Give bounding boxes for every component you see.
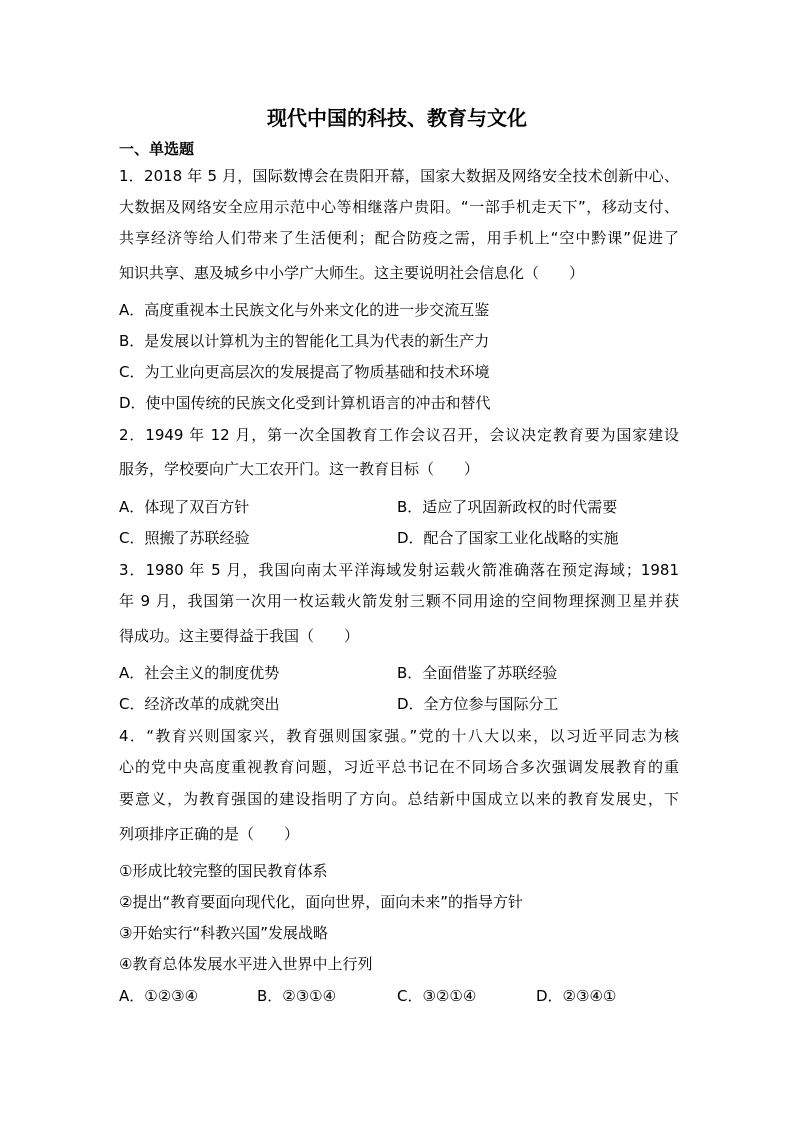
question-4-item-1: ①形成比较完整的国民教育体系 — [119, 862, 328, 880]
question-4-item-3: ③开始实行“科教兴国”发展战略 — [119, 924, 328, 942]
question-4-option-a: A．①②③④ — [119, 987, 199, 1005]
question-1-stem-line-2: 大数据及网络安全应用示范中心等相继落户贵阳。“一部手机走天下”，移动支付、 — [119, 198, 679, 216]
section-heading: 一、单选题 — [119, 140, 195, 158]
question-2-stem-line-1: 2．1949 年 12 月，第一次全国教育工作会议召开，会议决定教育要为国家建设 — [119, 426, 679, 444]
question-2-option-b: B．适应了巩固新政权的时代需要 — [397, 498, 618, 516]
question-3-option-b: B．全面借鉴了苏联经验 — [397, 664, 558, 682]
question-2-option-c: C．照搬了苏联经验 — [119, 529, 250, 547]
question-4-stem-line-1: 4．“教育兴则国家兴，教育强则国家强。”党的十八大以来，以习近平同志为核 — [119, 727, 679, 745]
question-4-stem-line-4: 列项排序正确的是（ ） — [119, 825, 300, 843]
question-3-option-a: A．社会主义的制度优势 — [119, 664, 280, 682]
question-4-option-d: D．②③④① — [536, 987, 617, 1005]
question-4-stem-line-3: 要意义，为教育强国的建设指明了方向。总结新中国成立以来的教育发展史，下 — [119, 790, 679, 808]
question-1-option-c: C．为工业向更高层次的发展提高了物质基础和技术环境 — [119, 363, 490, 381]
question-1-option-b: B．是发展以计算机为主的智能化工具为代表的新生产力 — [119, 332, 490, 350]
question-4-stem-line-2: 心的党中央高度重视教育问题，习近平总书记在不同场合多次强调发展教育的重 — [119, 758, 679, 776]
question-1-stem-line-4: 知识共享、惠及城乡中小学广大师生。这主要说明社会信息化（ ） — [119, 264, 585, 282]
question-3-option-d: D．全方位参与国际分工 — [397, 695, 559, 713]
question-4-option-c: C．③②①④ — [397, 987, 477, 1005]
question-3-option-c: C．经济改革的成就突出 — [119, 695, 280, 713]
question-3-stem-line-1: 3．1980 年 5 月，我国向南太平洋海域发射运载火箭准确落在预定海域；1981 — [119, 561, 679, 579]
question-2-option-d: D．配合了国家工业化战略的实施 — [397, 529, 619, 547]
question-2-option-a: A．体现了双百方针 — [119, 498, 250, 516]
page-title: 现代中国的科技、教育与文化 — [267, 106, 527, 130]
question-2-stem-line-2: 服务，学校要向广大工农开门。这一教育目标（ ） — [119, 460, 480, 478]
question-3-stem-line-3: 得成功。这主要得益于我国（ ） — [119, 627, 360, 645]
question-1-option-a: A．高度重视本土民族文化与外来文化的进一步交流互鉴 — [119, 301, 490, 319]
question-1-stem-line-1: 1．2018 年 5 月，国际数博会在贵阳开幕，国家大数据及网络安全技术创新中心、 — [119, 167, 679, 185]
question-1-option-d: D．使中国传统的民族文化受到计算机语言的冲击和替代 — [119, 394, 491, 412]
question-4-item-2: ②提出“教育要面向现代化，面向世界，面向未来”的指导方针 — [119, 893, 523, 911]
question-1-stem-line-3: 共享经济等给人们带来了生活便利；配合防疫之需，用手机上“空中黔课”促进了 — [119, 229, 679, 247]
question-4-option-b: B．②③①④ — [257, 987, 337, 1005]
question-4-item-4: ④教育总体发展水平进入世界中上行列 — [119, 955, 373, 973]
question-3-stem-line-2: 年 9 月，我国第一次用一枚运载火箭发射三颗不同用途的空间物理探测卫星并获 — [119, 592, 679, 610]
